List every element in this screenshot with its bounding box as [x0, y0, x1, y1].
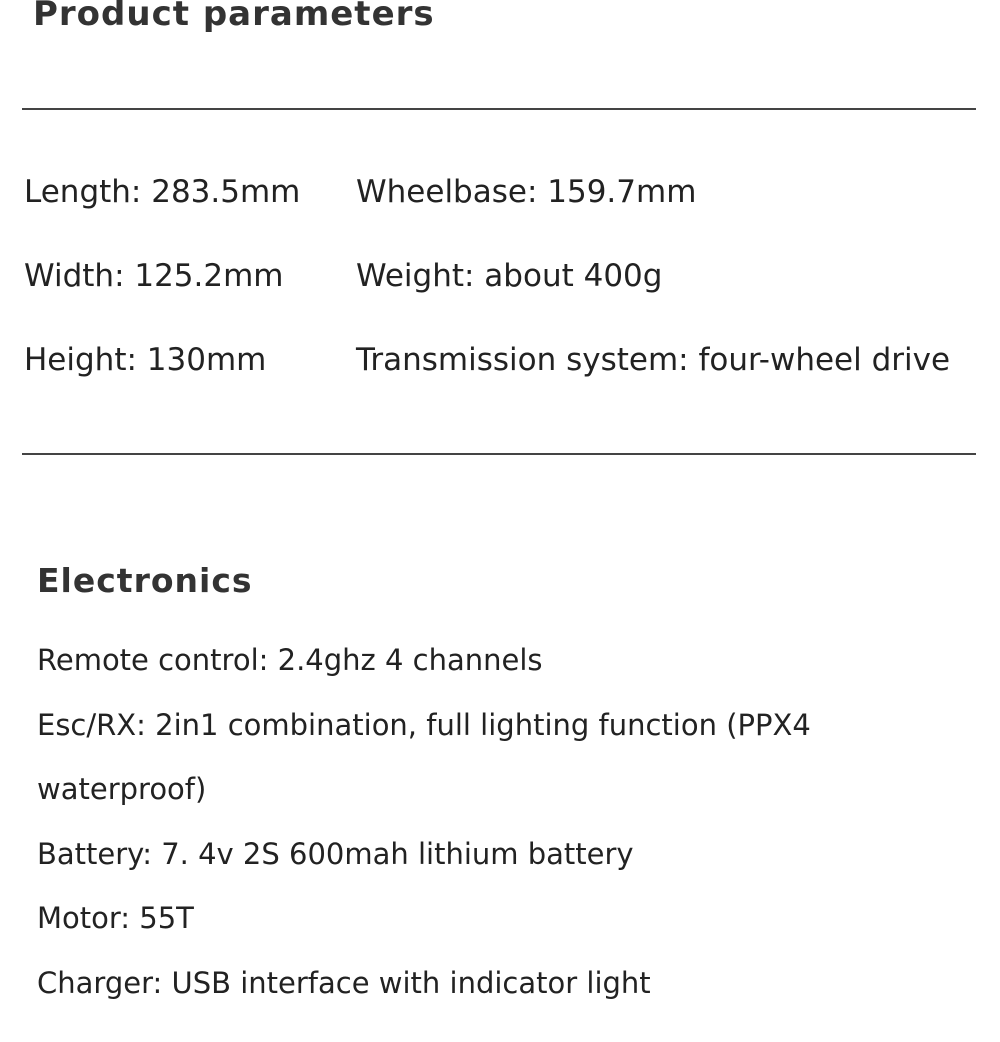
param-length: Length: 283.5mm: [24, 174, 301, 210]
param-transmission: Transmission system: four-wheel drive: [356, 342, 951, 378]
param-wheelbase: Wheelbase: 159.7mm: [356, 174, 697, 210]
param-height: Height: 130mm: [24, 342, 267, 378]
electronics-remote-control: Remote control: 2.4ghz 4 channels: [37, 643, 543, 677]
parameter-row: [24, 334, 1000, 418]
electronics-battery: Battery: 7. 4v 2S 600mah lithium battery: [37, 836, 634, 871]
divider-top: [22, 108, 976, 110]
parameter-row: [24, 166, 1000, 250]
electronics-list: [37, 628, 967, 1015]
param-width: Width: 125.2mm: [24, 258, 284, 294]
parameter-row: [24, 250, 1000, 334]
electronics-heading: Electronics: [37, 561, 253, 600]
param-weight: Weight: about 400g: [356, 258, 663, 294]
electronics-esc-rx: Esc/RX: 2in1 combination, full lighting function (PPX4 waterproof): [37, 707, 811, 806]
page-title: Product parameters: [33, 0, 435, 34]
electronics-motor: Motor: 55T: [37, 901, 194, 935]
divider-bottom: [22, 453, 976, 455]
parameters-table: [24, 166, 1000, 418]
electronics-charger: Charger: USB interface with indicator light: [37, 965, 651, 1000]
